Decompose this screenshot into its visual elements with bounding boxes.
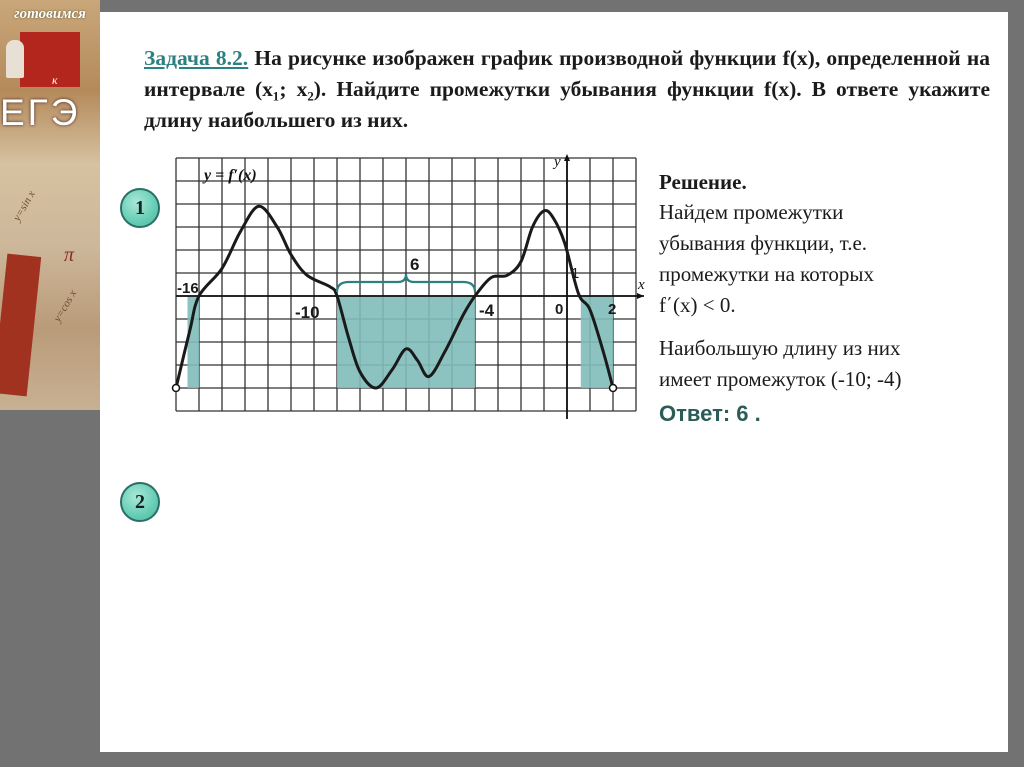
y-axis-label: y [554,154,561,170]
chart-title: y = f′(x) [204,167,257,184]
brace-label: 6 [410,255,420,274]
decor-formula-pi: π [64,244,75,266]
tick-label-zero: 0 [555,301,564,318]
marker-1[interactable]: 1 [120,188,160,228]
answer-text: Ответ: 6 . [659,401,761,426]
slide-panel [100,12,1008,752]
decor-formula-sin: y=sin x [10,188,38,224]
decor-book [0,254,41,397]
decor-figure [6,40,24,78]
decor-red-block [20,32,80,87]
problem-text: На рисунке изображен график производной функции f(x), определенной на интервале (x₁; x₂). Найдите промежутки убывания функции f(x). В ответе укажите длину наибольшего из них. [144,46,990,132]
endpoint-circle [610,385,617,392]
x-axis-label: x [638,277,645,293]
ege-logo: ЕГЭ [0,92,81,133]
shaded-interval [337,296,475,388]
tick-label-two: 2 [608,301,617,318]
problem-statement [144,43,990,136]
solution-title: Решение. [659,170,747,194]
tick-label-neg10: -10 [295,303,320,322]
brand-text: готовимся [14,6,86,22]
brand-letter: к [52,73,58,87]
derivative-chart [154,154,645,436]
solution-paragraph-1: Найдем промежутки убывания функции, т.е. промежутки на которых f΄(x) < 0. [659,200,875,317]
side-decoration [0,0,100,410]
solution-paragraph-2: Наибольшую длину из них имеет промежуток (-10; -4) [659,336,902,391]
endpoint-circle [173,385,180,392]
tick-label-neg16: -16 [177,280,199,297]
tick-label-neg4: -4 [479,301,495,320]
x-axis-arrow [637,293,644,299]
tick-label-one: 1 [571,265,580,282]
solution-block [659,167,989,427]
problem-number[interactable]: Задача 8.2. [144,46,249,70]
marker-2[interactable]: 2 [120,482,160,522]
decor-formula-cos: y=cos x [51,288,80,324]
